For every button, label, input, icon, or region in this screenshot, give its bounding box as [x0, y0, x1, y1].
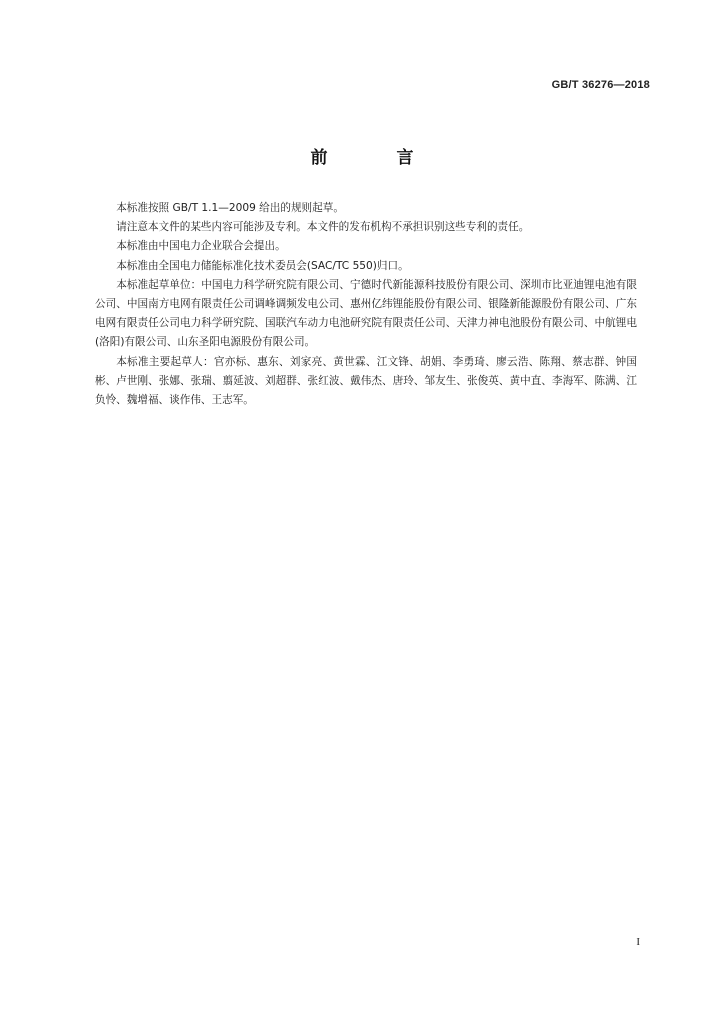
paragraph-proposer: 本标准由中国电力企业联合会提出。: [116, 240, 286, 253]
paragraph-committee: 本标准由全国电力储能标准化技术委员会(SAC/TC 550)归口。: [116, 259, 409, 272]
paragraph-patent-notice: 请注意本文件的某些内容可能涉及专利。本文件的发布机构不承担识别这些专利的责任。: [116, 221, 530, 234]
page-number: I: [636, 936, 640, 948]
page-title: 前 言: [310, 148, 440, 168]
standard-number: GB/T 36276—2018: [551, 79, 650, 91]
paragraph-drafting-rules: 本标准按照 GB/T 1.1—2009 给出的规则起草。: [116, 202, 344, 214]
paragraph-drafting-units: 本标准起草单位：中国电力科学研究院有限公司、宁德时代新能源科技股份有限公司、深圳市比亚迪锂电池有限公司、中国南方电网有限责任公司调峰调频发电公司、惠州亿纬锂能股份有限公司、银隆新能源股份有限公司、广东电网有限责任公司电力科学研究院、国联汽车动力电池研究院有限责任公司、天津力神电池股份有限公司、中航锂电(洛阳)有限公司、山东圣阳电源股份有限公司。: [95, 278, 637, 349]
paragraph-drafters: 本标准主要起草人：官亦标、惠东、刘家亮、黄世霖、江文锋、胡娟、李勇琦、廖云浩、陈翔、蔡志群、钟国彬、卢世刚、张娜、张瑞、翦延波、刘超群、张红波、戴伟杰、唐玲、邹友生、张俊英、黄中直、李海军、陈满、江负怜、魏增福、谈作伟、王志军。: [95, 355, 637, 407]
foreword-body: [95, 199, 637, 410]
